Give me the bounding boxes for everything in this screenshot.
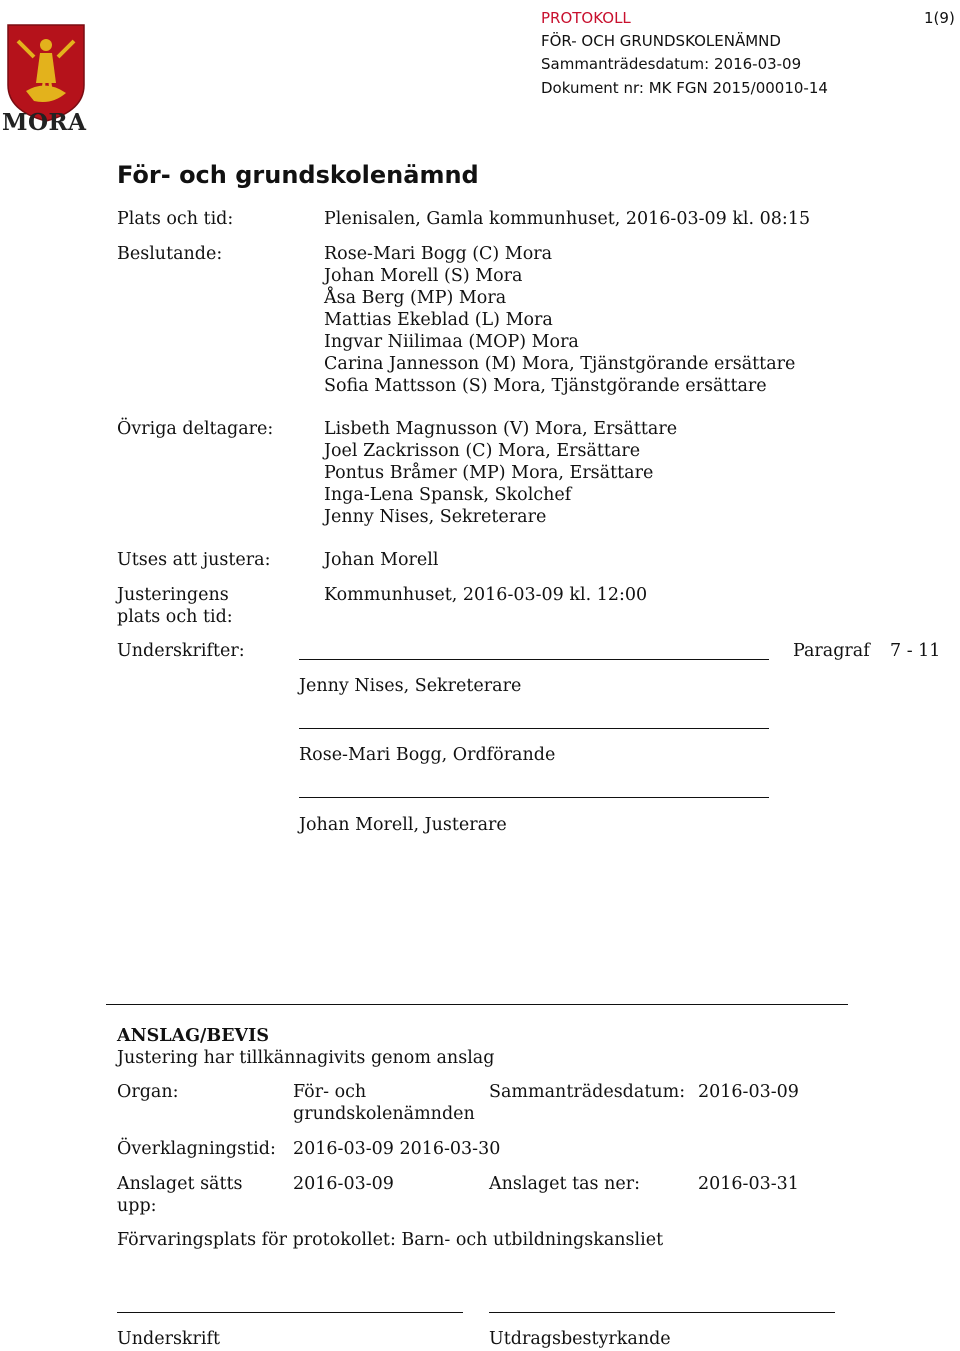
adjust-place-label-line1: Justeringens <box>117 585 229 605</box>
page-title: För- och grundskolenämnd <box>117 161 479 189</box>
deciding-member: Sofia Mattsson (S) Mora, Tjänstgörande ersättare <box>324 376 767 396</box>
meeting-date-label: Sammanträdesdatum: <box>489 1082 686 1102</box>
adjust-place-label-line2: plats och tid: <box>117 607 233 627</box>
other-participants-label: Övriga deltagare: <box>117 419 274 439</box>
participant: Inga-Lena Spansk, Skolchef <box>324 485 572 505</box>
deciding-member: Johan Morell (S) Mora <box>324 266 523 286</box>
removed-label: Anslaget tas ner: <box>489 1174 640 1194</box>
participant: Lisbeth Magnusson (V) Mora, Ersättare <box>324 419 678 439</box>
deciding-member: Åsa Berg (MP) Mora <box>324 288 507 308</box>
page-number: 1(9) <box>924 9 955 27</box>
posted-label-line1: Anslaget sätts <box>117 1174 243 1194</box>
paragraf-range: 7 - 11 <box>890 641 941 661</box>
section-divider <box>106 1004 848 1005</box>
adjuster-signature-name: Johan Morell, Justerare <box>299 815 507 835</box>
notice-subheading: Justering har tillkännagivits genom anslag <box>117 1048 495 1068</box>
deciding-label: Beslutande: <box>117 244 223 264</box>
organ-label: Organ: <box>117 1082 179 1102</box>
chair-signature-name: Rose-Mari Bogg, Ordförande <box>299 745 556 765</box>
storage-location: Förvaringsplats för protokollet: Barn- och utbildningskansliet <box>117 1230 664 1250</box>
notice-heading: ANSLAG/BEVIS <box>117 1026 269 1046</box>
meeting-date-value: 2016-03-09 <box>698 1082 799 1102</box>
header-document-number: Dokument nr: MK FGN 2015/00010-14 <box>541 79 828 97</box>
appeal-period-value: 2016-03-09 2016-03-30 <box>293 1139 501 1159</box>
signature-line-notice <box>117 1312 463 1313</box>
posted-label-line2: upp: <box>117 1196 157 1216</box>
deciding-member: Ingvar Niilimaa (MOP) Mora <box>324 332 579 352</box>
organ-value-line1: För- och <box>293 1082 367 1102</box>
secretary-signature-name: Jenny Nises, Sekreterare <box>299 676 522 696</box>
organ-value-line2: grundskolenämnden <box>293 1104 475 1124</box>
signature-caption: Underskrift <box>117 1329 221 1349</box>
participant: Jenny Nises, Sekreterare <box>324 507 547 527</box>
header-meeting-date: Sammanträdesdatum: 2016-03-09 <box>541 55 802 73</box>
adjust-place-value: Kommunhuset, 2016-03-09 kl. 12:00 <box>324 585 648 605</box>
deciding-member: Rose-Mari Bogg (C) Mora <box>324 244 553 264</box>
signatures-label: Underskrifter: <box>117 641 245 661</box>
deciding-member: Mattias Ekeblad (L) Mora <box>324 310 553 330</box>
deciding-list <box>324 243 795 397</box>
place-time-label: Plats och tid: <box>117 209 234 229</box>
signature-line-adjuster <box>299 797 769 798</box>
logo-wordmark: MORA <box>2 109 87 136</box>
signature-line-secretary <box>299 659 769 660</box>
adjuster-label: Utses att justera: <box>117 550 271 570</box>
signature-line-chair <box>299 728 769 729</box>
certification-line <box>489 1312 835 1313</box>
participant: Joel Zackrisson (C) Mora, Ersättare <box>324 441 641 461</box>
participant: Pontus Bråmer (MP) Mora, Ersättare <box>324 463 654 483</box>
header-organ: FÖR- OCH GRUNDSKOLENÄMND <box>541 32 781 50</box>
other-participants-list <box>324 418 677 528</box>
place-time-value: Plenisalen, Gamla kommunhuset, 2016-03-09 kl. 08:15 <box>324 209 811 229</box>
paragraf-label: Paragraf <box>793 641 870 661</box>
adjuster-value: Johan Morell <box>324 550 439 570</box>
document-type: PROTOKOLL <box>541 9 631 27</box>
posted-date: 2016-03-09 <box>293 1174 394 1194</box>
removed-date: 2016-03-31 <box>698 1174 799 1194</box>
deciding-member: Carina Jannesson (M) Mora, Tjänstgörande ersättare <box>324 354 796 374</box>
appeal-period-label: Överklagningstid: <box>117 1139 276 1159</box>
certification-caption: Utdragsbestyrkande <box>489 1329 671 1349</box>
